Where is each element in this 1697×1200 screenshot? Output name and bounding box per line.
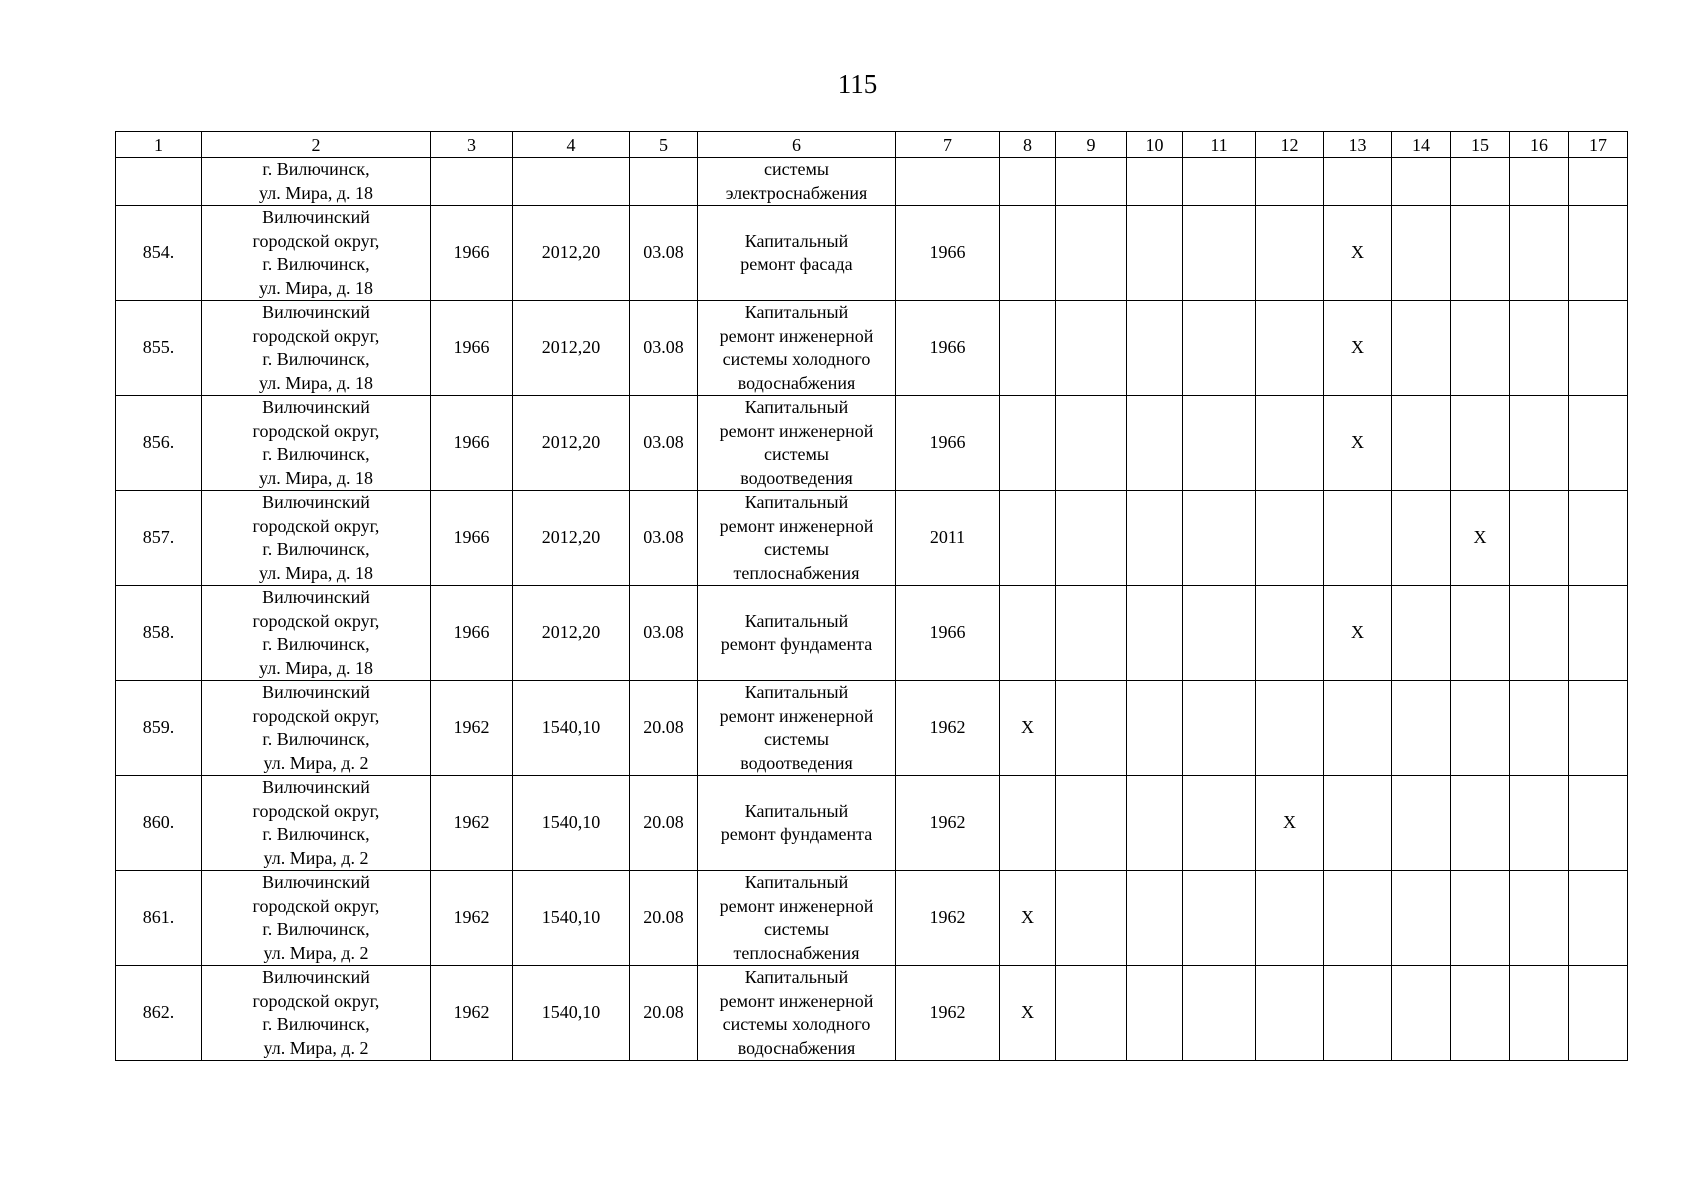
- cell-mark: [1569, 966, 1628, 1061]
- cell-code: 20.08: [630, 776, 698, 871]
- cell-mark: [1324, 966, 1392, 1061]
- column-header-9: 9: [1056, 132, 1127, 158]
- cell-mark: [1569, 681, 1628, 776]
- cell-mark: [1183, 871, 1256, 966]
- cell-mark: [1510, 586, 1569, 681]
- cell-mark: [1127, 776, 1183, 871]
- table-body: [116, 158, 1628, 1061]
- cell-mark: [1451, 396, 1510, 491]
- cell-area: 2012,20: [513, 396, 630, 491]
- column-header-10: 10: [1127, 132, 1183, 158]
- cell-address: Вилючинский городской округ, г. Вилючинск, ул. Мира, д. 2: [202, 966, 431, 1061]
- cell-mark: [1256, 966, 1324, 1061]
- cell-code: 03.08: [630, 206, 698, 301]
- cell-mark: [1183, 776, 1256, 871]
- column-header-2: 2: [202, 132, 431, 158]
- cell-mark: [1510, 966, 1569, 1061]
- cell-num: 854.: [116, 206, 202, 301]
- cell-mark: [1510, 776, 1569, 871]
- cell-year-built: 1966: [431, 206, 513, 301]
- cell-year-repair: 2011: [896, 491, 1000, 586]
- cell-mark: [1127, 586, 1183, 681]
- cell-mark: [1324, 776, 1392, 871]
- table-row: [116, 871, 1628, 966]
- table-row: [116, 586, 1628, 681]
- cell-year-repair: 1962: [896, 681, 1000, 776]
- column-header-12: 12: [1256, 132, 1324, 158]
- cell-num: 862.: [116, 966, 202, 1061]
- cell-mark: X: [1324, 396, 1392, 491]
- cell-num: 857.: [116, 491, 202, 586]
- cell-mark: [1056, 206, 1127, 301]
- cell-num: 861.: [116, 871, 202, 966]
- cell-mark: [1569, 158, 1628, 206]
- cell-mark: [1183, 206, 1256, 301]
- cell-mark: [1392, 396, 1451, 491]
- cell-mark: [1056, 491, 1127, 586]
- cell-mark: [1451, 776, 1510, 871]
- cell-area: [513, 158, 630, 206]
- cell-mark: [1000, 491, 1056, 586]
- column-header-1: 1: [116, 132, 202, 158]
- cell-code: 20.08: [630, 966, 698, 1061]
- cell-area: 1540,10: [513, 871, 630, 966]
- cell-mark: [1569, 301, 1628, 396]
- cell-mark: [1183, 158, 1256, 206]
- table-row: [116, 776, 1628, 871]
- cell-mark: [1127, 158, 1183, 206]
- cell-num: 855.: [116, 301, 202, 396]
- cell-mark: [1127, 206, 1183, 301]
- cell-mark: [1183, 966, 1256, 1061]
- column-header-7: 7: [896, 132, 1000, 158]
- cell-year-repair: [896, 158, 1000, 206]
- cell-area: 2012,20: [513, 301, 630, 396]
- cell-mark: X: [1000, 871, 1056, 966]
- cell-year-repair: 1962: [896, 966, 1000, 1061]
- cell-mark: [1510, 158, 1569, 206]
- cell-mark: [1056, 966, 1127, 1061]
- table-row: [116, 681, 1628, 776]
- cell-mark: [1127, 301, 1183, 396]
- cell-area: 2012,20: [513, 491, 630, 586]
- cell-mark: [1000, 158, 1056, 206]
- cell-num: 859.: [116, 681, 202, 776]
- cell-year-built: 1966: [431, 301, 513, 396]
- cell-mark: [1392, 206, 1451, 301]
- cell-year-built: 1966: [431, 396, 513, 491]
- cell-mark: [1256, 206, 1324, 301]
- cell-mark: [1569, 206, 1628, 301]
- cell-address: Вилючинский городской округ, г. Вилючинск, ул. Мира, д. 18: [202, 586, 431, 681]
- cell-address: Вилючинский городской округ, г. Вилючинск, ул. Мира, д. 18: [202, 491, 431, 586]
- cell-mark: [1256, 871, 1324, 966]
- cell-mark: [1256, 681, 1324, 776]
- cell-year-repair: 1962: [896, 776, 1000, 871]
- cell-mark: [1510, 681, 1569, 776]
- cell-mark: [1183, 301, 1256, 396]
- column-header-14: 14: [1392, 132, 1451, 158]
- cell-mark: [1392, 681, 1451, 776]
- cell-mark: [1451, 158, 1510, 206]
- cell-area: 2012,20: [513, 206, 630, 301]
- cell-address: г. Вилючинск, ул. Мира, д. 18: [202, 158, 431, 206]
- cell-num: [116, 158, 202, 206]
- cell-mark: [1392, 871, 1451, 966]
- cell-work-type: Капитальный ремонт фундамента: [698, 776, 896, 871]
- cell-mark: [1256, 301, 1324, 396]
- cell-mark: [1256, 158, 1324, 206]
- cell-mark: [1569, 396, 1628, 491]
- cell-work-type: системы электроснабжения: [698, 158, 896, 206]
- cell-mark: [1056, 396, 1127, 491]
- table-row: [116, 206, 1628, 301]
- column-header-15: 15: [1451, 132, 1510, 158]
- cell-code: 03.08: [630, 396, 698, 491]
- cell-mark: [1324, 491, 1392, 586]
- cell-work-type: Капитальный ремонт фундамента: [698, 586, 896, 681]
- continuation-row: [116, 158, 1628, 206]
- cell-mark: [1392, 966, 1451, 1061]
- cell-code: 03.08: [630, 586, 698, 681]
- cell-code: 03.08: [630, 301, 698, 396]
- cell-mark: [1056, 158, 1127, 206]
- cell-mark: [1451, 871, 1510, 966]
- cell-mark: X: [1324, 301, 1392, 396]
- cell-mark: [1392, 301, 1451, 396]
- cell-work-type: Капитальный ремонт инженерной системы водоотведения: [698, 396, 896, 491]
- cell-mark: X: [1000, 966, 1056, 1061]
- cell-mark: X: [1451, 491, 1510, 586]
- cell-year-repair: 1966: [896, 301, 1000, 396]
- cell-year-built: 1966: [431, 586, 513, 681]
- column-header-11: 11: [1183, 132, 1256, 158]
- table-row: [116, 966, 1628, 1061]
- cell-address: Вилючинский городской округ, г. Вилючинск, ул. Мира, д. 2: [202, 871, 431, 966]
- header-row: [116, 132, 1628, 158]
- cell-code: 20.08: [630, 871, 698, 966]
- cell-mark: [1183, 491, 1256, 586]
- cell-year-built: 1962: [431, 871, 513, 966]
- cell-mark: [1510, 396, 1569, 491]
- cell-year-built: [431, 158, 513, 206]
- cell-address: Вилючинский городской округ, г. Вилючинск, ул. Мира, д. 18: [202, 301, 431, 396]
- cell-mark: X: [1324, 206, 1392, 301]
- cell-mark: [1569, 586, 1628, 681]
- cell-mark: [1127, 966, 1183, 1061]
- cell-mark: [1451, 206, 1510, 301]
- cell-mark: [1183, 586, 1256, 681]
- cell-address: Вилючинский городской округ, г. Вилючинск, ул. Мира, д. 18: [202, 396, 431, 491]
- column-header-8: 8: [1000, 132, 1056, 158]
- cell-mark: [1510, 871, 1569, 966]
- column-header-4: 4: [513, 132, 630, 158]
- cell-num: 856.: [116, 396, 202, 491]
- cell-mark: [1392, 158, 1451, 206]
- cell-mark: [1056, 776, 1127, 871]
- cell-area: 1540,10: [513, 966, 630, 1061]
- cell-mark: [1324, 681, 1392, 776]
- cell-mark: [1127, 681, 1183, 776]
- cell-code: [630, 158, 698, 206]
- cell-year-repair: 1966: [896, 396, 1000, 491]
- cell-area: 1540,10: [513, 776, 630, 871]
- cell-mark: [1324, 158, 1392, 206]
- repair-register-table: [115, 131, 1628, 1061]
- cell-mark: [1392, 776, 1451, 871]
- table-row: [116, 396, 1628, 491]
- cell-mark: [1000, 586, 1056, 681]
- cell-mark: [1510, 491, 1569, 586]
- cell-mark: [1569, 776, 1628, 871]
- column-header-3: 3: [431, 132, 513, 158]
- cell-mark: [1183, 396, 1256, 491]
- cell-mark: [1569, 871, 1628, 966]
- cell-work-type: Капитальный ремонт инженерной системы теплоснабжения: [698, 871, 896, 966]
- cell-mark: [1392, 586, 1451, 681]
- cell-mark: X: [1256, 776, 1324, 871]
- cell-mark: [1324, 871, 1392, 966]
- cell-num: 860.: [116, 776, 202, 871]
- cell-address: Вилючинский городской округ, г. Вилючинск, ул. Мира, д. 2: [202, 681, 431, 776]
- cell-mark: [1183, 681, 1256, 776]
- cell-code: 20.08: [630, 681, 698, 776]
- cell-work-type: Капитальный ремонт инженерной системы теплоснабжения: [698, 491, 896, 586]
- cell-mark: [1510, 206, 1569, 301]
- cell-mark: [1451, 966, 1510, 1061]
- cell-year-built: 1962: [431, 966, 513, 1061]
- cell-mark: [1256, 586, 1324, 681]
- cell-mark: [1127, 491, 1183, 586]
- cell-year-built: 1962: [431, 776, 513, 871]
- cell-mark: [1000, 301, 1056, 396]
- cell-year-repair: 1966: [896, 586, 1000, 681]
- cell-mark: [1056, 586, 1127, 681]
- cell-area: 2012,20: [513, 586, 630, 681]
- cell-address: Вилючинский городской округ, г. Вилючинск, ул. Мира, д. 18: [202, 206, 431, 301]
- cell-mark: [1056, 871, 1127, 966]
- cell-work-type: Капитальный ремонт инженерной системы водоотведения: [698, 681, 896, 776]
- cell-mark: [1000, 396, 1056, 491]
- column-header-6: 6: [698, 132, 896, 158]
- column-header-16: 16: [1510, 132, 1569, 158]
- cell-work-type: Капитальный ремонт фасада: [698, 206, 896, 301]
- cell-code: 03.08: [630, 491, 698, 586]
- table-header: [116, 132, 1628, 158]
- cell-year-repair: 1966: [896, 206, 1000, 301]
- cell-mark: X: [1000, 681, 1056, 776]
- cell-year-built: 1966: [431, 491, 513, 586]
- cell-work-type: Капитальный ремонт инженерной системы холодного водоснабжения: [698, 966, 896, 1061]
- column-header-5: 5: [630, 132, 698, 158]
- cell-mark: [1056, 301, 1127, 396]
- cell-mark: [1056, 681, 1127, 776]
- cell-mark: [1000, 206, 1056, 301]
- cell-work-type: Капитальный ремонт инженерной системы холодного водоснабжения: [698, 301, 896, 396]
- cell-num: 858.: [116, 586, 202, 681]
- cell-mark: [1256, 491, 1324, 586]
- table-row: [116, 491, 1628, 586]
- cell-mark: [1256, 396, 1324, 491]
- column-header-17: 17: [1569, 132, 1628, 158]
- cell-mark: [1451, 681, 1510, 776]
- page-number: 115: [837, 69, 878, 99]
- cell-mark: [1127, 871, 1183, 966]
- cell-mark: X: [1324, 586, 1392, 681]
- cell-mark: [1569, 491, 1628, 586]
- table-row: [116, 301, 1628, 396]
- cell-mark: [1392, 491, 1451, 586]
- cell-mark: [1451, 586, 1510, 681]
- cell-address: Вилючинский городской округ, г. Вилючинск, ул. Мира, д. 2: [202, 776, 431, 871]
- cell-mark: [1000, 776, 1056, 871]
- cell-year-built: 1962: [431, 681, 513, 776]
- cell-year-repair: 1962: [896, 871, 1000, 966]
- column-header-13: 13: [1324, 132, 1392, 158]
- cell-mark: [1510, 301, 1569, 396]
- cell-mark: [1451, 301, 1510, 396]
- cell-area: 1540,10: [513, 681, 630, 776]
- cell-mark: [1127, 396, 1183, 491]
